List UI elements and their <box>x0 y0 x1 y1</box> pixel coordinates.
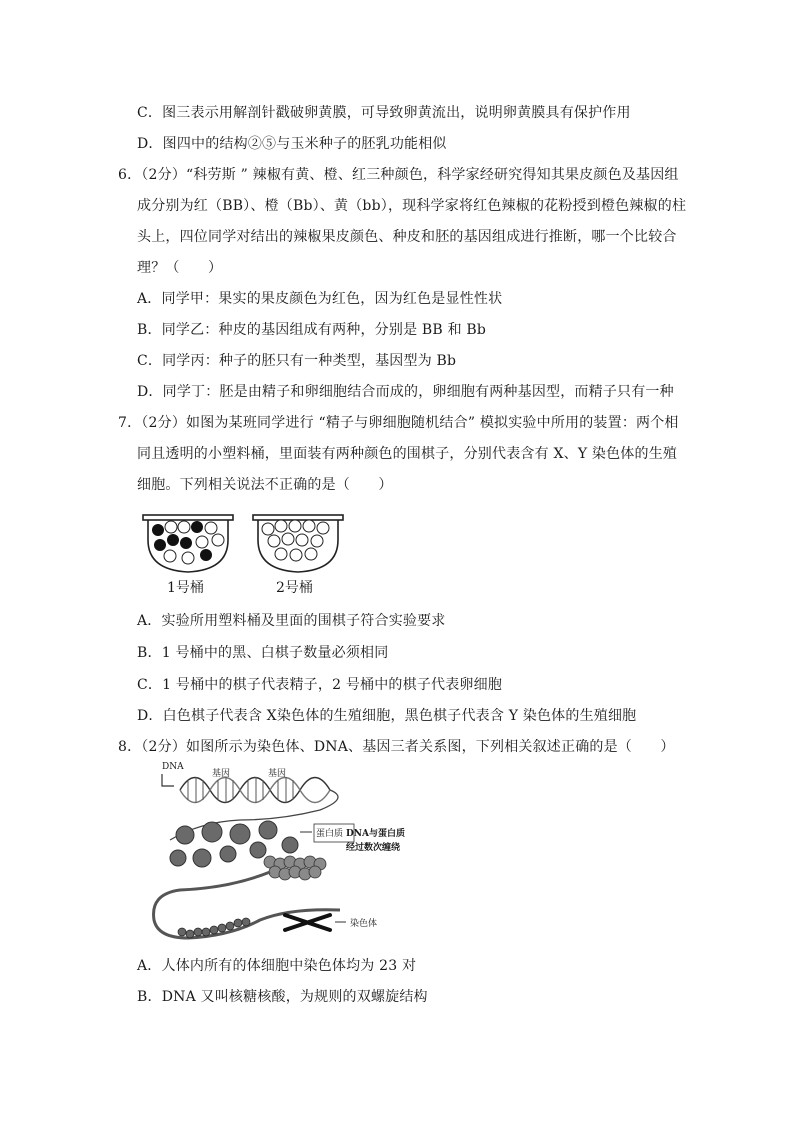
white-stone <box>178 521 190 533</box>
fig-label-note-1: DNA与蛋白质 <box>346 829 406 839</box>
q6-stem-line3: 头上，四位同学对结出的辣椒果皮颜色、种皮和胚的基因组成进行推断，哪一个比较合 <box>137 229 677 245</box>
white-stone <box>305 548 317 560</box>
q6-stem-line4: 理？（ ） <box>137 260 223 276</box>
fig-label-chromosome: 染色体 <box>350 919 378 929</box>
white-stone <box>164 550 176 562</box>
q6-option-a: A．同学甲：果实的果皮颜色为红色，因为红色是显性性状 <box>137 291 503 307</box>
q8-option-a: A．人体内所有的体细胞中染色体均为 23 对 <box>137 958 417 974</box>
white-stone <box>268 535 280 547</box>
black-stone <box>180 537 192 549</box>
q7-stem-line1: 7．（2分）如图为某班同学进行 “精子与卵细胞随机结合” 模拟实验中所用的装置：两个相 <box>118 415 679 431</box>
q8-option-b: B．DNA 又叫核糖核酸，为规则的双螺旋结构 <box>137 989 428 1005</box>
bucket-2 <box>253 515 343 572</box>
white-stone <box>303 520 315 532</box>
white-stone <box>296 534 308 546</box>
coiled-chromatin-fiber <box>264 856 326 880</box>
fig-label-note-2: 经过数次缠绕 <box>346 843 401 853</box>
q7-stem-line3: 细胞。下列相关说法不正确的是（ ） <box>137 477 393 493</box>
white-stone <box>165 521 177 533</box>
q7-stem-line2: 同且透明的小塑料桶，里面装有两种颜色的围棋子，分别代表含有 X、Y 染色体的生殖 <box>137 446 678 462</box>
q7-option-c: C．1 号桶中的棋子代表精子，2 号桶中的棋子代表卵细胞 <box>137 677 503 693</box>
q6-option-c: C．同学丙：种子的胚只有一种类型，基因型为 Bb <box>137 353 457 369</box>
white-stone <box>282 533 294 545</box>
white-stone <box>317 522 329 534</box>
white-stone <box>182 552 194 564</box>
black-stone <box>154 539 166 551</box>
white-stone <box>212 534 224 546</box>
q7-option-b: B．1 号桶中的黑、白棋子数量必须相同 <box>137 645 389 661</box>
chromosome-x-icon <box>285 915 330 930</box>
bucket-1-label: 1号桶 <box>167 580 204 596</box>
black-stone <box>191 521 203 533</box>
bucket-2-label: 2号桶 <box>276 580 313 596</box>
q7-option-a: A．实验所用塑料桶及里面的围棋子符合实验要求 <box>137 613 446 629</box>
fig-label-protein: 蛋白质 <box>316 829 344 839</box>
white-stone <box>275 520 287 532</box>
q5-option-d: D．图四中的结构②⑤与玉米种子的胚乳功能相似 <box>137 136 447 152</box>
q7-option-d: D．白色棋子代表含 X染色体的生殖细胞，黑色棋子代表含 Y 染色体的生殖细胞 <box>137 708 637 724</box>
q6-option-d: D．同学丁：胚是由精子和卵细胞结合而成的，卵细胞有两种基因型，而精子只有一种 <box>137 384 674 400</box>
white-stone <box>196 536 208 548</box>
black-stone <box>152 524 164 536</box>
dna-double-helix <box>180 777 330 803</box>
black-stone <box>200 549 212 561</box>
black-stone <box>167 534 179 546</box>
bucket-1 <box>143 515 233 572</box>
white-stone <box>290 549 302 561</box>
q6-stem-line2: 成分别为红（BB）、橙（Bb）、黄（bb），现科学家将红色辣椒的花粉授到橙色辣椒的柱 <box>137 198 687 214</box>
fig-label-gene-2: 基因 <box>268 769 287 779</box>
fig-label-gene-1: 基因 <box>212 769 231 779</box>
q6-option-b: B．同学乙：种皮的基因组成有两种，分别是 BB 和 Bb <box>137 322 487 338</box>
q8-stem-line1: 8．（2分）如图所示为染色体、DNA、基因三者关系图，下列相关叙述正确的是（ ） <box>118 739 675 755</box>
q5-option-c: C．图三表示用解剖针戳破卵黄膜，可导致卵黄流出，说明卵黄膜具有保护作用 <box>137 105 631 121</box>
fig-label-dna: DNA <box>162 762 184 772</box>
white-stone <box>289 520 301 532</box>
white-stone <box>275 548 287 560</box>
dna-pointer <box>162 774 174 786</box>
white-stone <box>205 522 217 534</box>
white-stone <box>262 523 274 535</box>
q6-stem-line1: 6．（2分）“科劳斯 ” 辣椒有黄、橙、红三种颜色，科学家经研究得知其果皮颜色及基因组 <box>118 167 679 183</box>
white-stone <box>311 535 323 547</box>
